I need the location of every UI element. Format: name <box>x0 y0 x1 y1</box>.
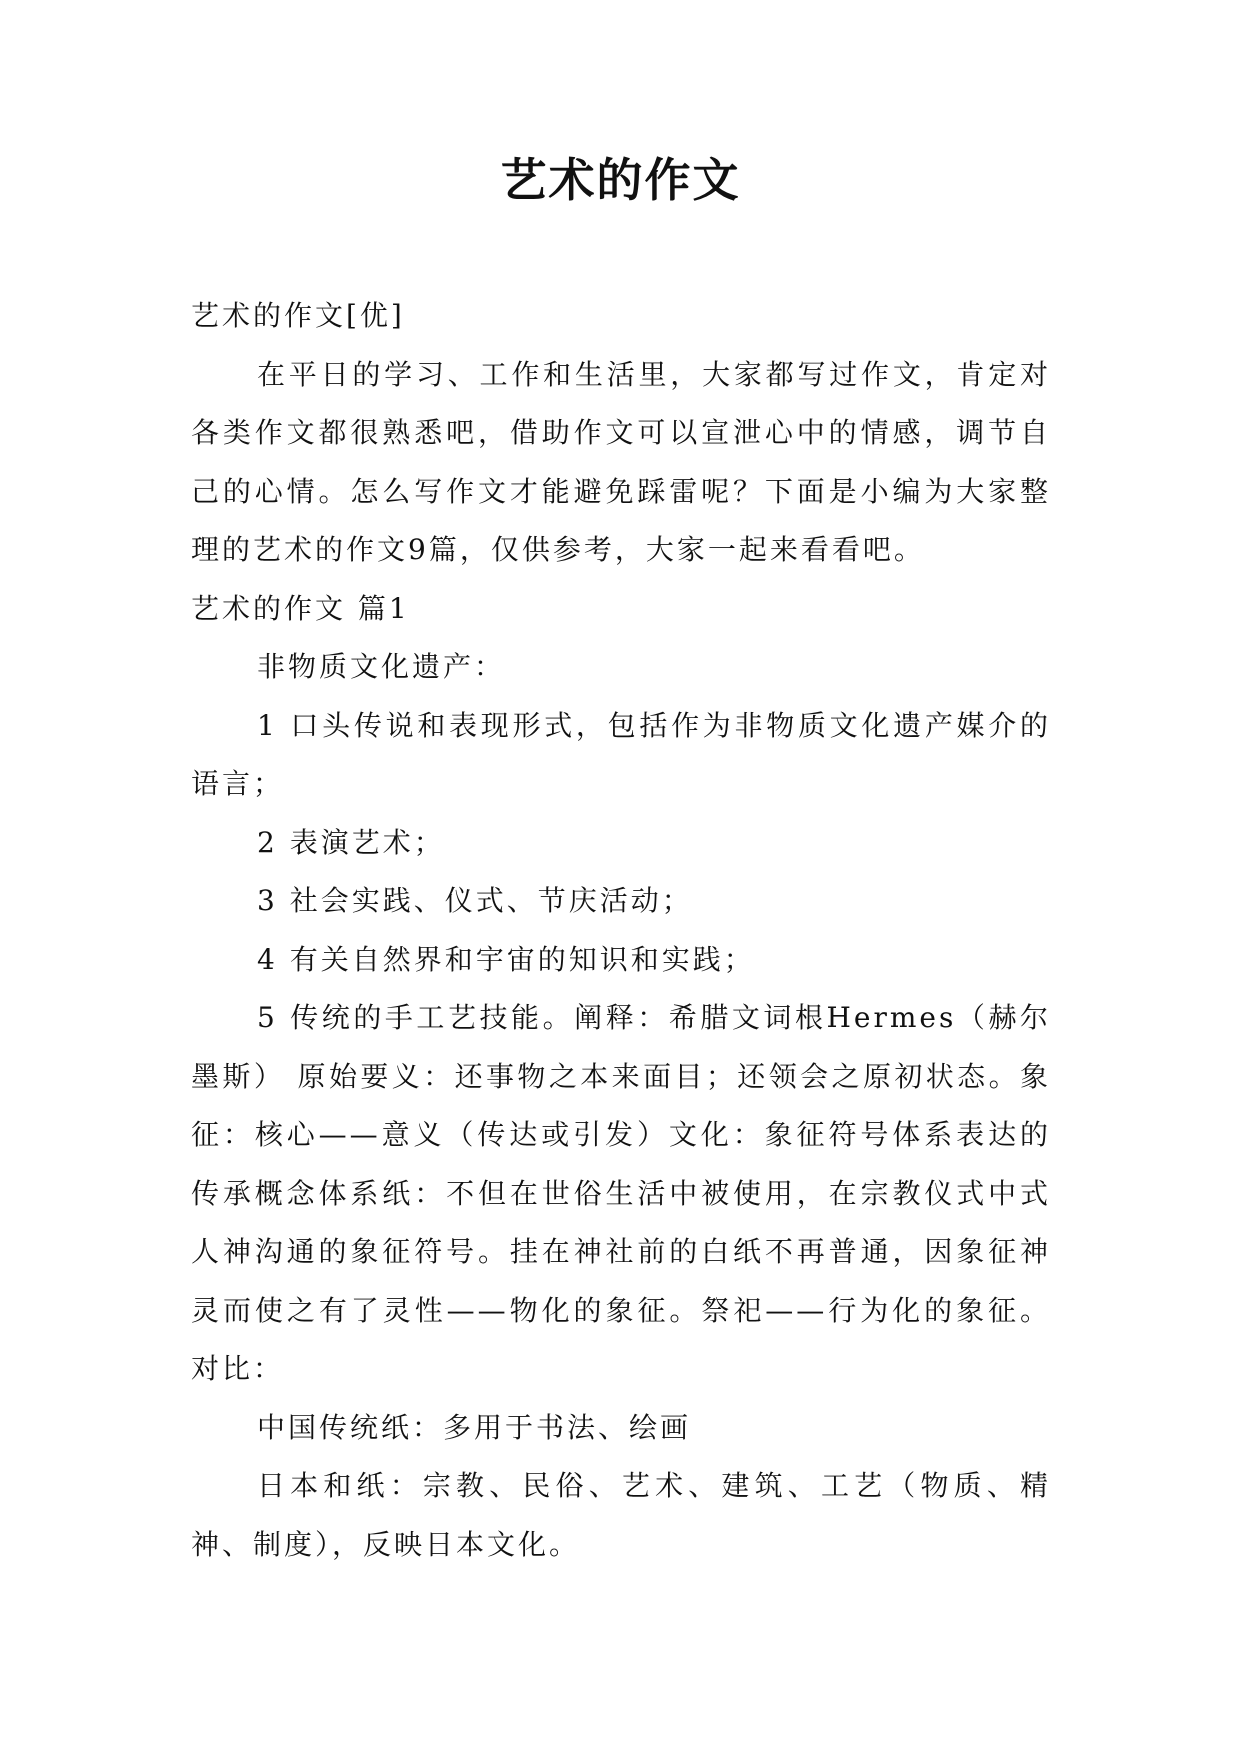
section-heading: 艺术的作文 篇1 <box>191 591 410 625</box>
paragraph-japanese-paper: 日本和纸：宗教、民俗、艺术、建筑、工艺（物质、精神、制度），反映日本文化。 <box>191 1469 1051 1561</box>
list-item-2: 2 表演艺术； <box>257 825 445 859</box>
document-body <box>191 287 1051 1574</box>
list-item-5: 5 传统的手工艺技能。阐释：希腊文词根Hermes（赫尔墨斯） 原始要义：还事物之本来面目；还领会之原初状态。象征：核心——意义（传达或引发）文化：象征符号体系表达的传承概念体系纸：不但在世俗生活中被使用，在宗教仪式中式人神沟通的象征符号。挂在神社前的白纸不再普通，因象征神灵而使之有了灵性——物化的象征。祭祀——行为化的象征。对比： <box>191 1001 1051 1385</box>
paragraph-intro: 在平日的学习、工作和生活里，大家都写过作文，肯定对各类作文都很熟悉吧，借助作文可以宣泄心中的情感，调节自己的心情。怎么写作文才能避免踩雷呢？下面是小编为大家整理的艺术的作文9篇，仅供参考，大家一起来看看吧。 <box>191 357 1051 566</box>
list-item-4: 4 有关自然界和宇宙的知识和实践； <box>257 942 755 976</box>
paragraph-heritage-heading: 非物质文化遗产： <box>257 650 506 683</box>
paragraph-chinese-paper: 中国传统纸：多用于书法、绘画 <box>257 1410 692 1444</box>
list-item-3: 3 社会实践、仪式、节庆活动； <box>257 884 693 917</box>
document-title: 艺术的作文 <box>500 153 741 207</box>
list-item-1: 1 口头传说和表现形式，包括作为非物质文化遗产媒介的语言； <box>191 708 1051 800</box>
paragraph-subtitle: 艺术的作文[优] <box>191 299 405 332</box>
